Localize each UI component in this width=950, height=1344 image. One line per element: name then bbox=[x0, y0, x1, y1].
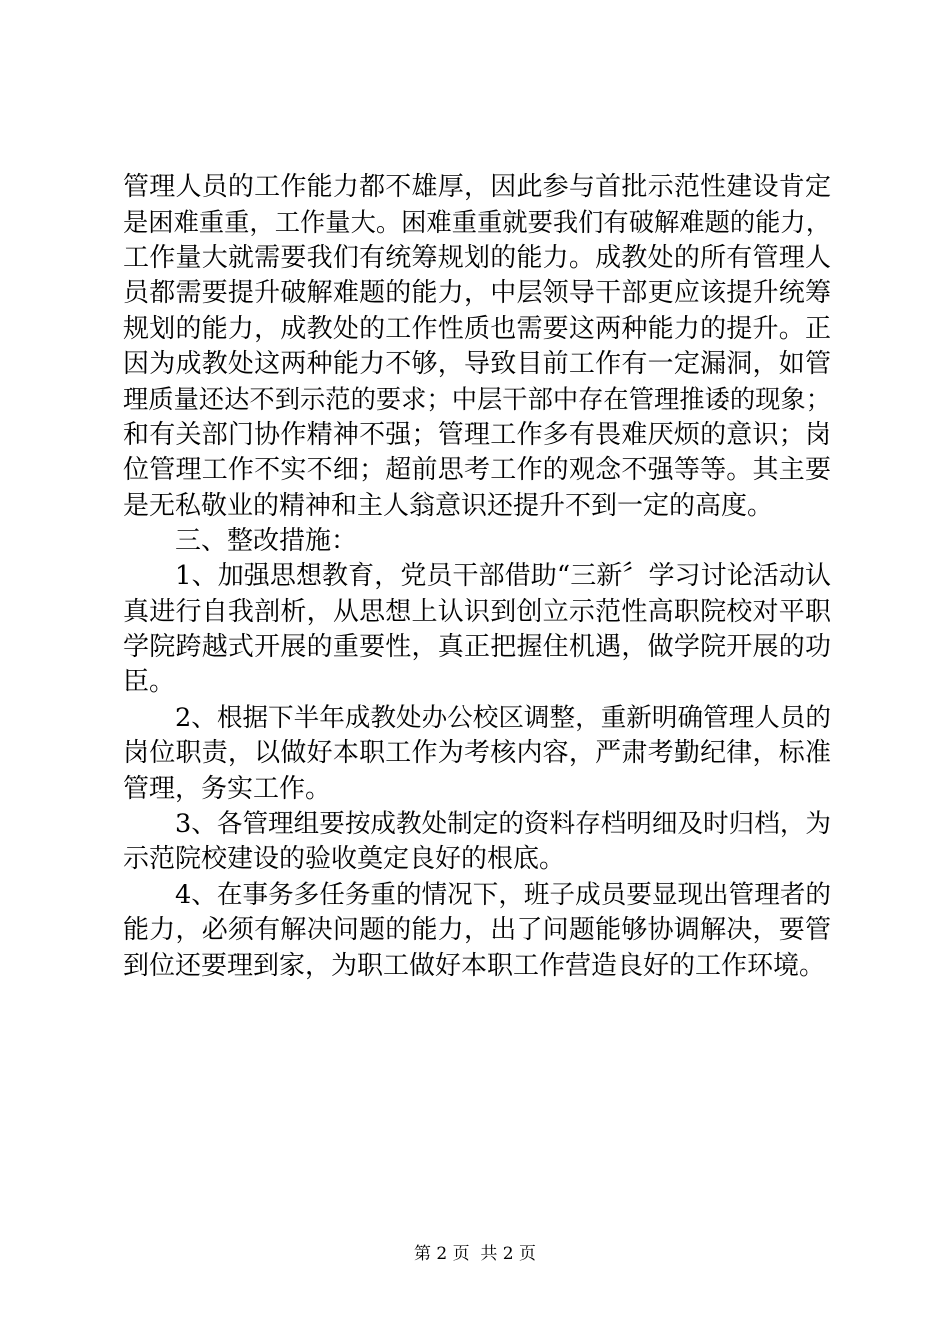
text-line: 4、在事务多任务重的情况下，班子成员要显现出管理者的 bbox=[175, 879, 831, 910]
text-line: 1、加强思想教育，党员干部借助“三新〞学习讨论活动认 bbox=[175, 561, 831, 592]
text-line: 示范院校建设的验收奠定良好的根底。 bbox=[123, 844, 566, 875]
text-line: 工作量大就需要我们有统筹规划的能力。成教处的所有管理人 bbox=[123, 242, 831, 273]
text-line: 是困难重重，工作量大。困难重重就要我们有破解难题的能力， bbox=[123, 208, 831, 238]
text-line: 管理人员的工作能力都不雄厚，因此参与首批示范性建设肯定 bbox=[123, 172, 831, 202]
text-line: 2、根据下半年成教处办公校区调整，重新明确管理人员的 bbox=[175, 702, 831, 733]
text-line: 岗位职责，以做好本职工作为考核内容，严肃考勤纪律，标准 bbox=[123, 738, 831, 769]
text-line: 真进行自我剖析，从思想上认识到创立示范性高职院校对平职 bbox=[123, 596, 831, 627]
text-line: 管理，务实工作。 bbox=[123, 773, 332, 804]
text-line: 臣。 bbox=[123, 667, 176, 698]
text-line: 员都需要提升破解难题的能力，中层领导干部更应该提升统筹 bbox=[123, 278, 831, 309]
text-line: 3、各管理组要按成教处制定的资料存档明细及时归档，为 bbox=[175, 809, 831, 840]
text-line: 位管理工作不实不细；超前思考工作的观念不强等等。其主要 bbox=[123, 455, 831, 486]
text-line: 规划的能力，成教处的工作性质也需要这两种能力的提升。正 bbox=[123, 313, 831, 344]
text-line: 和有关部门协作精神不强；管理工作多有畏难厌烦的意识；岗 bbox=[123, 419, 831, 450]
page-footer bbox=[0, 1243, 950, 1265]
text-line: 是无私敬业的精神和主人翁意识还提升不到一定的高度。 bbox=[123, 490, 774, 521]
page-number-label: 第 2 页 共 2 页 bbox=[413, 1244, 537, 1264]
body-text bbox=[123, 170, 831, 984]
text-line: 因为成教处这两种能力不够，导致目前工作有一定漏洞，如管 bbox=[123, 348, 831, 379]
text-line: 学院跨越式开展的重要性，真正把握住机遇，做学院开展的功 bbox=[123, 632, 831, 663]
text-line: 到位还要理到家，为职工做好本职工作营造良好的工作环境。 bbox=[123, 950, 826, 981]
text-line: 三、整改措施： bbox=[175, 525, 358, 556]
text-line: 理质量还达不到示范的要求；中层干部中存在管理推诿的现象； bbox=[123, 385, 831, 415]
text-line: 能力，必须有解决问题的能力，出了问题能够协调解决，要管 bbox=[123, 915, 831, 946]
